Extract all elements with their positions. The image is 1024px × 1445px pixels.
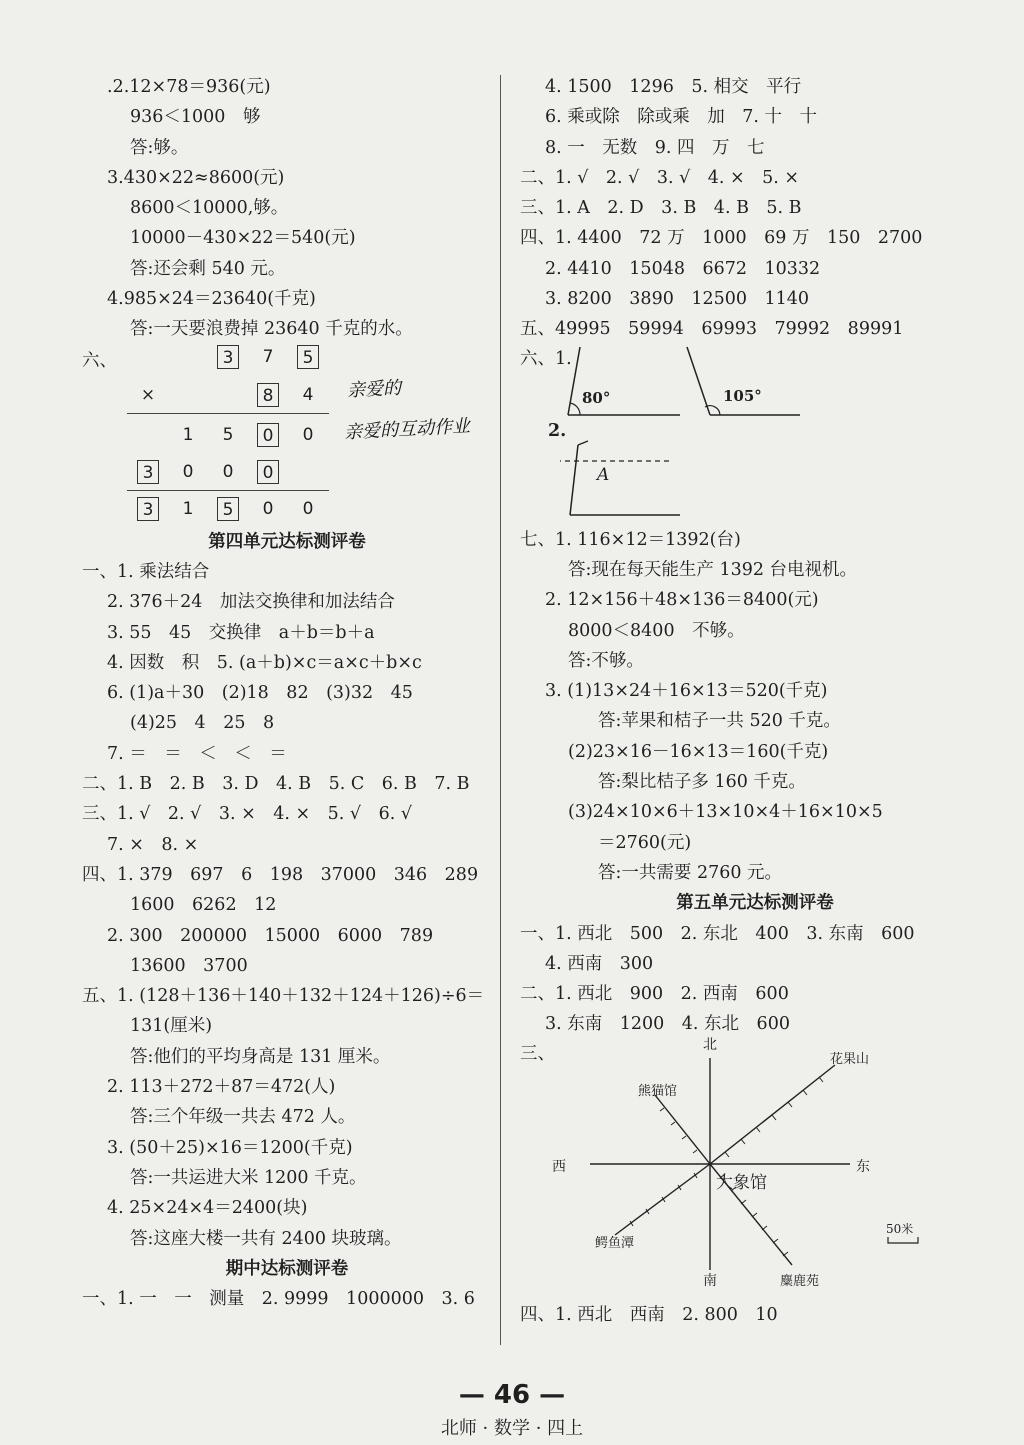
left-answers-bottom bbox=[82, 527, 492, 1315]
answer-line: 答:他们的平均身高是 131 厘米。 bbox=[130, 1046, 391, 1067]
digit: 0 bbox=[182, 461, 194, 482]
digit: 7 bbox=[262, 346, 274, 367]
answer-line: 1600 6262 12 bbox=[130, 895, 277, 916]
answer-line: 7. × 8. × bbox=[107, 834, 199, 855]
answer-line: 3. 55 45 交换律 a＋b＝b＋a bbox=[107, 622, 375, 643]
digit-box: 5 bbox=[217, 497, 239, 521]
digit-box: 0 bbox=[257, 423, 279, 447]
section-label: 六、1. bbox=[520, 348, 572, 369]
answer-line: 三、1. A 2. D 3. B 4. B 5. B bbox=[520, 198, 802, 219]
digit-box: 0 bbox=[257, 460, 279, 484]
digit: 0 bbox=[302, 424, 314, 445]
answer-line: 答:一共运进大米 1200 千克。 bbox=[130, 1167, 367, 1188]
answer-line: 3. 东南 1200 4. 东北 600 bbox=[545, 1014, 790, 1035]
east-label: 东 bbox=[856, 1158, 870, 1175]
answer-line: 五、49995 59994 69993 79992 89991 bbox=[520, 319, 904, 340]
answer-line: 4. 25×24×4＝2400(块) bbox=[107, 1198, 308, 1219]
handwritten-note: 亲爱的 bbox=[346, 377, 402, 402]
digit: 0 bbox=[302, 498, 314, 519]
rule-line bbox=[127, 413, 329, 414]
left-answers-top bbox=[82, 72, 492, 345]
angle-figures bbox=[520, 345, 990, 525]
digit-box: 3 bbox=[137, 497, 159, 521]
south-label: 南 bbox=[703, 1272, 717, 1289]
handwritten-note: 亲爱的互动作业 bbox=[343, 415, 471, 443]
final-answer-line: 四、1. 西北 西南 2. 800 10 bbox=[520, 1304, 778, 1325]
digit-box: 3 bbox=[137, 460, 159, 484]
section-title: 第四单元达标测评卷 bbox=[208, 531, 366, 552]
answer-line: 二、1. √ 2. √ 3. √ 4. × 5. × bbox=[520, 167, 800, 188]
answer-line: 4.985×24＝23640(千克) bbox=[107, 289, 316, 310]
answer-line: 6. (1)a＋30 (2)18 82 (3)32 45 bbox=[107, 683, 413, 704]
rule-line bbox=[127, 490, 329, 491]
section-label: 三、 bbox=[520, 1043, 555, 1064]
answer-line: 答:三个年级一共去 472 人。 bbox=[130, 1107, 356, 1128]
digit: 1 bbox=[182, 498, 194, 519]
digit: 1 bbox=[182, 424, 194, 445]
answer-line: 4. 西南 300 bbox=[545, 953, 654, 974]
answer-line: 2. 376＋24 加法交换律和加法结合 bbox=[107, 592, 395, 613]
answer-line: 2. 113＋272＋87＝472(人) bbox=[107, 1077, 336, 1098]
answer-line: 三、1. √ 2. √ 3. × 4. × 5. √ 6. √ bbox=[82, 804, 412, 825]
answer-line: 一、1. 西北 500 2. 东北 400 3. 东南 600 bbox=[520, 923, 915, 944]
west-label: 西 bbox=[552, 1158, 566, 1175]
answer-line: 2. 12×156＋48×136＝8400(元) bbox=[545, 590, 819, 611]
answer-line: 3. (1)13×24＋16×13＝520(千克) bbox=[545, 681, 828, 702]
direction-map bbox=[520, 1036, 990, 1300]
answer-line: 一、1. 乘法结合 bbox=[82, 561, 210, 582]
digit: 0 bbox=[262, 498, 274, 519]
place-label: 大象馆 bbox=[716, 1172, 767, 1193]
place-label: 鳄鱼潭 bbox=[595, 1235, 635, 1251]
answer-line: 10000－430×22＝540(元) bbox=[130, 228, 356, 249]
answer-line: 答:够。 bbox=[130, 137, 189, 158]
answer-line: 8. 一 无数 9. 四 万 七 bbox=[545, 137, 765, 158]
answer-line: 6. 乘或除 除或乘 加 7. 十 十 bbox=[545, 107, 818, 128]
angle-drawings bbox=[560, 345, 860, 525]
answer-line: 4. 1500 1296 5. 相交 平行 bbox=[545, 77, 802, 97]
answer-line: 二、1. B 2. B 3. D 4. B 5. C 6. B 7. B bbox=[82, 774, 470, 795]
answer-line: 答:不够。 bbox=[568, 650, 644, 671]
answer-line: 一、1. 一 一 测量 2. 9999 1000000 3. 6 bbox=[82, 1289, 475, 1310]
answer-line: 8000＜8400 不够。 bbox=[568, 620, 745, 641]
section-title: 期中达标测评卷 bbox=[225, 1258, 349, 1279]
north-label: 北 bbox=[703, 1036, 717, 1053]
page-footer bbox=[0, 1380, 1024, 1440]
answer-line: 2. 300 200000 15000 6000 789 bbox=[107, 925, 434, 946]
answer-line: 131(厘米) bbox=[130, 1016, 213, 1037]
answer-line: 3.430×22≈8600(元) bbox=[107, 167, 285, 188]
answer-line: 8600＜10000,够。 bbox=[130, 198, 289, 219]
answer-line: 2. 4410 15048 6672 10332 bbox=[545, 258, 821, 279]
times-sign: × bbox=[140, 384, 156, 405]
answer-line: (4)25 4 25 8 bbox=[130, 713, 275, 734]
right-answers-top bbox=[520, 72, 990, 345]
answer-line: ＝2760(元) bbox=[598, 832, 692, 853]
answer-line: 四、1. 379 697 6 198 37000 346 289 bbox=[82, 864, 479, 885]
point-label: A bbox=[597, 464, 610, 485]
right-answers-middle bbox=[520, 525, 990, 1040]
digit-box: 3 bbox=[217, 345, 239, 369]
digit-box: 5 bbox=[297, 345, 319, 369]
answer-line: 答:苹果和桔子一共 520 千克。 bbox=[598, 711, 841, 732]
section-label: 2. bbox=[548, 420, 567, 441]
answer-line: 答:一共需要 2760 元。 bbox=[598, 862, 783, 883]
answer-line: 七、1. 116×12＝1392(台) bbox=[520, 529, 741, 550]
scale-label: 50米 bbox=[886, 1221, 914, 1236]
answer-line: 二、1. 西北 900 2. 西南 600 bbox=[520, 984, 789, 1005]
answer-line: 答:还会剩 540 元。 bbox=[130, 258, 286, 279]
answer-line: (2)23×16－16×13＝160(千克) bbox=[568, 741, 829, 762]
answer-line: 3. 8200 3890 12500 1140 bbox=[545, 289, 810, 310]
digit: 5 bbox=[222, 424, 234, 445]
angle-label: 105° bbox=[723, 386, 762, 405]
place-label: 熊猫馆 bbox=[638, 1083, 678, 1099]
answer-line: 答:一天要浪费掉 23640 千克的水。 bbox=[130, 319, 413, 340]
answer-line: 13600 3700 bbox=[130, 955, 248, 976]
answer-line: 答:这座大楼一共有 2400 块玻璃。 bbox=[130, 1228, 402, 1249]
section-title: 第五单元达标测评卷 bbox=[676, 893, 834, 914]
book-info: 北师 · 数学 · 四上 bbox=[440, 1418, 584, 1439]
answer-line: 答:现在每天能生产 1392 台电视机。 bbox=[568, 559, 858, 580]
multiplication-puzzle bbox=[82, 345, 492, 527]
answer-line: 3. (50＋25)×16＝1200(千克) bbox=[107, 1137, 353, 1158]
answer-line: 五、1. (128＋136＋140＋132＋124＋126)÷6＝ bbox=[82, 986, 485, 1007]
place-label: 麋鹿苑 bbox=[780, 1273, 820, 1289]
right-column bbox=[520, 72, 990, 1330]
answer-line: 四、1. 4400 72 万 1000 69 万 150 2700 bbox=[520, 228, 923, 249]
answer-line: 答:梨比桔子多 160 千克。 bbox=[598, 772, 806, 793]
section-label: 六、 bbox=[82, 350, 117, 371]
page-number: — 46 — bbox=[458, 1380, 566, 1410]
answer-line: 936＜1000 够 bbox=[130, 107, 261, 128]
answer-line: (3)24×10×6＋13×10×4＋16×10×5 bbox=[568, 802, 883, 823]
digit: 4 bbox=[302, 384, 314, 405]
angle-label: 80° bbox=[582, 388, 611, 407]
answer-line: 4. 因数 积 5. (a＋b)×c＝a×c＋b×c bbox=[107, 652, 422, 673]
answer-line: 7. ＝ ＝ ＜ ＜ ＝ bbox=[107, 743, 287, 764]
place-label: 花果山 bbox=[830, 1051, 870, 1067]
digit-box: 8 bbox=[257, 383, 279, 407]
left-column bbox=[82, 72, 492, 1314]
digit: 0 bbox=[222, 461, 234, 482]
column-divider bbox=[500, 75, 501, 1345]
answer-line: .2.12×78＝936(元) bbox=[107, 77, 271, 97]
